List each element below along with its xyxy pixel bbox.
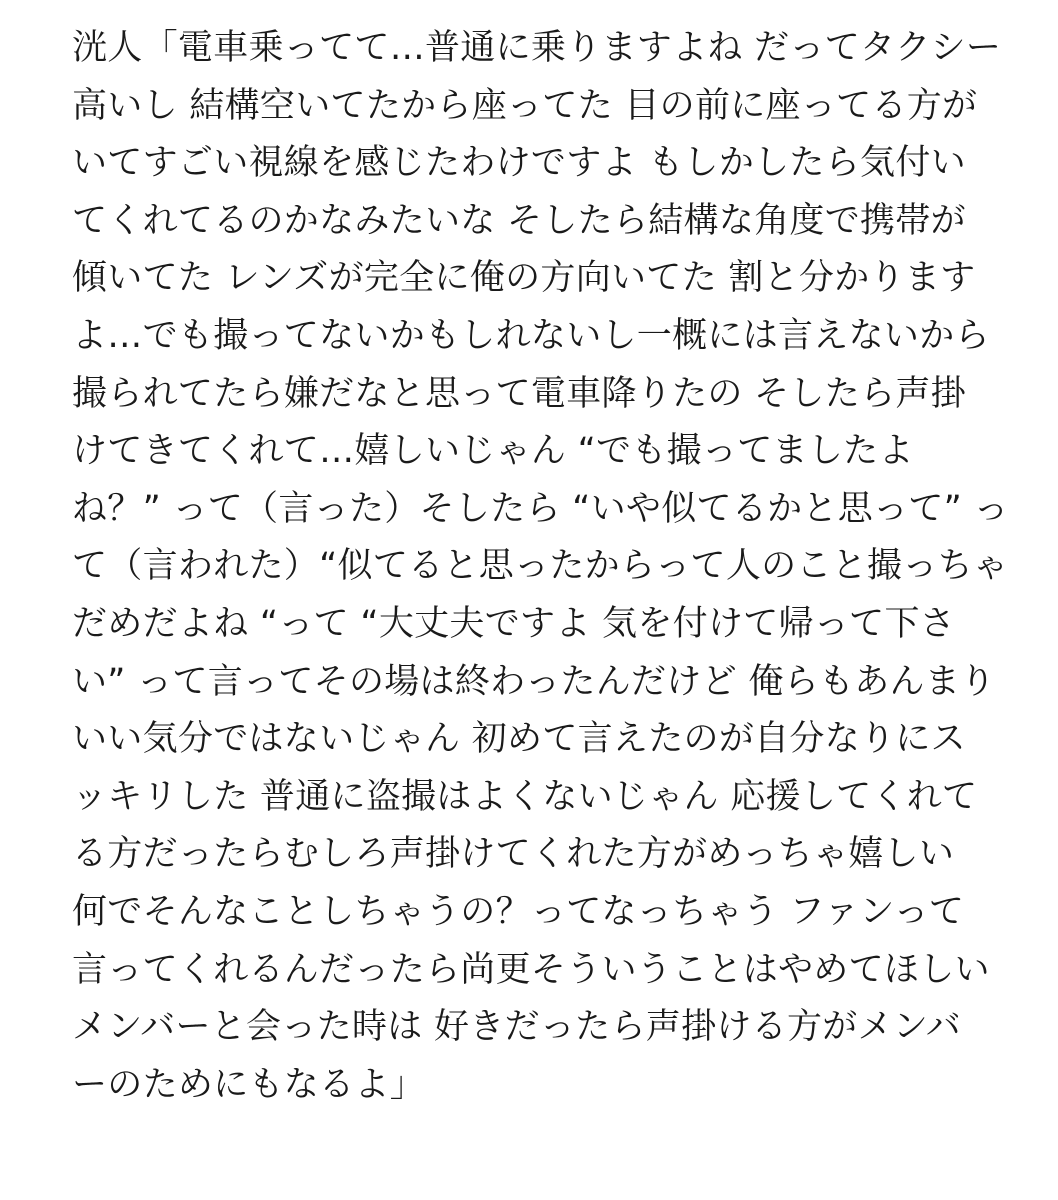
text-line: よ…でも撮ってないかもしれないし一概には言えないから	[72, 315, 990, 356]
text-line: 撮られてたら嫌だなと思って電車降りたの そしたら声掛	[72, 373, 966, 414]
text-line: て（言われた）“似てると思ったからって人のこと撮っちゃ	[72, 546, 1009, 587]
text-line: けてきてくれて…嬉しいじゃん “でも撮ってましたよ	[72, 431, 914, 472]
text-line: だめだよね “って “大丈夫ですよ 気を付けて帰って下さ	[72, 603, 956, 644]
text-line: 洸人「電車乗ってて…普通に乗りますよね だってタクシー	[72, 28, 1002, 68]
text-line: ーのためにもなるよ」	[72, 1064, 426, 1105]
text-line: いい気分ではないじゃん 初めて言えたのが自分なりにス	[72, 719, 966, 760]
quote-text-block	[72, 20, 1032, 1114]
text-line: 高いし 結構空いてたから座ってた 目の前に座ってる方が	[72, 85, 978, 126]
text-line: ッキリした 普通に盗撮はよくないじゃん 応援してくれて	[72, 776, 978, 817]
text-line: い” って言ってその場は終わったんだけど 俺らもあんまり	[72, 661, 996, 702]
text-line: る方だったらむしろ声掛けてくれた方がめっちゃ嬉しい	[72, 834, 955, 875]
text-line: 何でそんなことしちゃうの？ってなっちゃう ファンって	[72, 891, 965, 932]
text-line: ね？” って（言った）そしたら “いや似てるかと思って” っ	[72, 488, 1009, 529]
text-line: メンバーと会った時は 好きだったら声掛ける方がメンバ	[72, 1007, 962, 1048]
text-line: いてすごい視線を感じたわけですよ もしかしたら気付い	[72, 143, 966, 184]
text-line: 傾いてた レンズが完全に俺の方向いてた 割と分かります	[72, 258, 976, 299]
text-line: てくれてるのかなみたいな そしたら結構な角度で携帯が	[72, 200, 966, 241]
text-line: 言ってくれるんだったら尚更そういうことはやめてほしい	[72, 949, 990, 990]
